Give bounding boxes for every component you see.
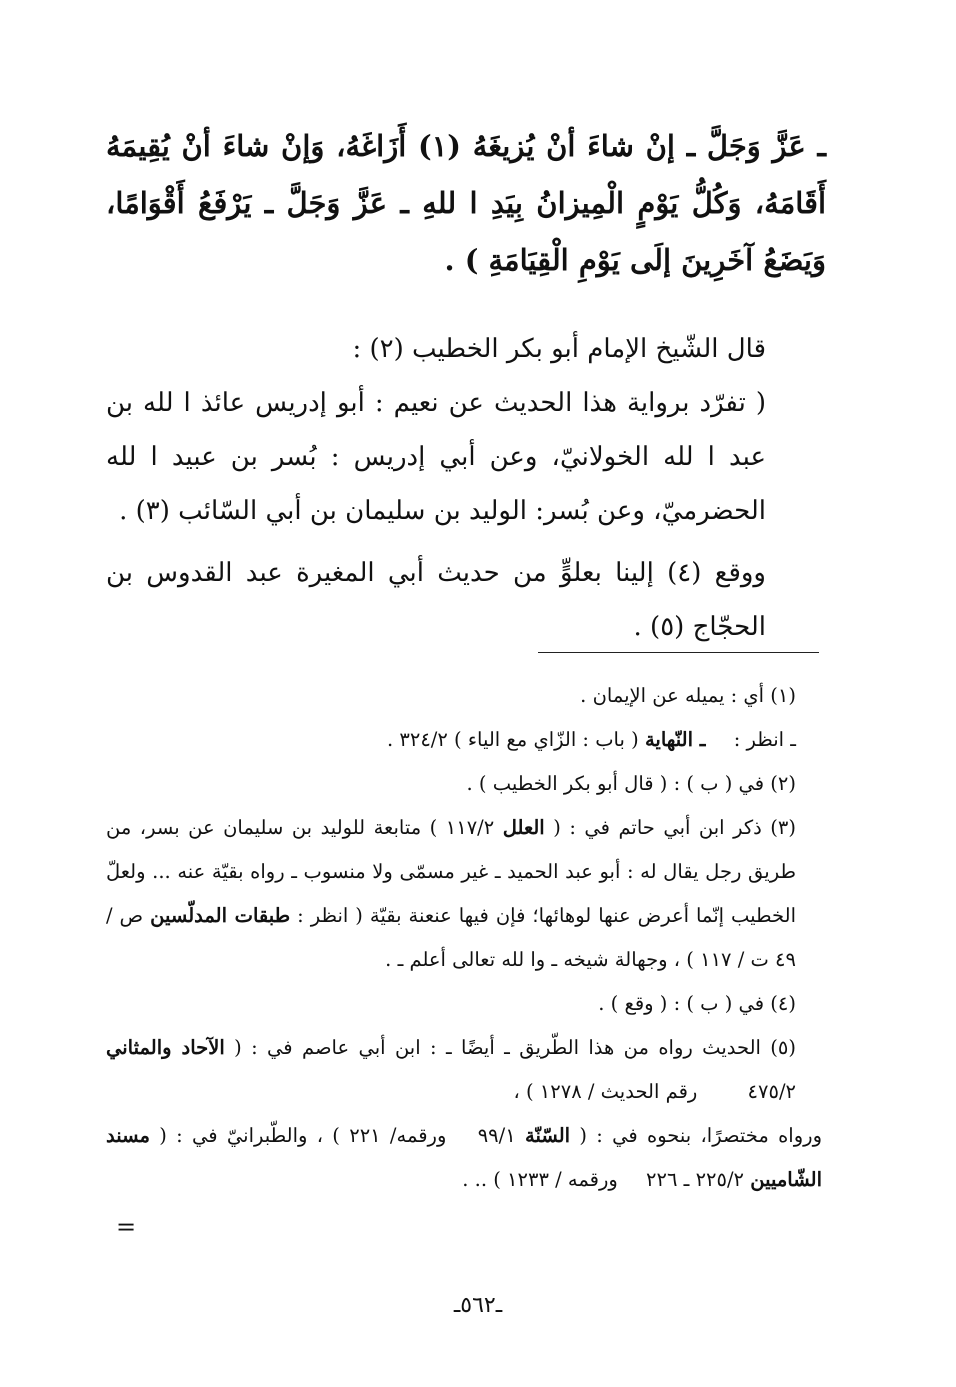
footnotes [106,674,822,1202]
book-title-tabaqat: طبقات المدلّسين [150,904,291,927]
book-title-ilal: العلل [502,816,545,839]
main-text [106,322,826,654]
section-heading: قال الشّيخ الإمام أبو بكر الخطيب (٢) : [352,334,766,364]
book-title-nihaya: ـ النّهاية [644,728,706,751]
quran-passage [106,118,826,289]
footnote-divider [538,652,819,653]
continuation-mark: = [116,1213,137,1241]
page-number: ـ٥٦٢ـ [453,1293,503,1318]
footnote-4: (٤) في ( ب ) : ( وقع ) . [598,992,796,1015]
book-title-musnad: مسند الشّاميين [106,1124,822,1191]
footnote-1-reference: ـ انظر : ـ النّهاية ( باب : الزّاي مع الياء ) ٣٢٤/٢ . [386,728,796,751]
footnote-5: (٥) الحديث رواه من هذا الطّريق ـ أيضًا ـ : ابن أبي عاصم في : ( الآحاد والمثاني ٤٧٥/٢ رقم الحديث / ١٢٧٨ ) ، [106,1036,797,1103]
quran-text: ـ عَزَّ وَجَلَّ ـ إنْ شاءَ أنْ يُزيغَهُ (١) أَزَاغَهُ، وَإنْ شاءَ أنْ يُقِيمَهُ أَقَامَهُ، وَكُلُّ يَوْمٍ الْمِيزانُ بِيَدِ ا للهِ ـ عَزَّ وَجَلَّ ـ يَرْفَعُ أَقْوَامًا، وَيَضَعُ آخَرِينَ إلَى يَوْمِ الْقِيَامَةِ ) . [106,129,826,277]
footnote-5-continued: ورواه مختصرًا، بنحوه في : ( السّنّة ٩٩/١ ورقمه/ ٢٢١ ) ، والطّبرانيّ في : ( مسند الشّاميين ٢٢٥/٢ ـ ٢٢٦ ورقمه / ١٢٣٣ ) .. . [106,1124,822,1191]
paragraph-isnad: ووقع (٤) إلينا بعلوٍّ من حديث أبي المغيرة عبد القدوس بن الحجّاج (٥) . [106,558,766,642]
paragraph-narration: ( تفرّد برواية هذا الحديث عن نعيم : أبو إدريس عائذ ا لله بن عبد ا لله الخولانيّ، وعن أبي إدريس : بُسر بن عبيد ا لله الحضرميّ، وعن بُسر: الوليد بن سليمان بن أبي السّائب (٣) . [106,388,766,526]
book-title-ahad: الآحاد والمثاني [106,1036,225,1059]
footnote-1: (١) أي : يميله عن الإيمان . [580,684,796,707]
footnote-3: (٣) ذكر ابن أبي حاتم في : ( العلل ١١٧/٢ ) متابعة للوليد بن سليمان عن بسر، من طريق رجل يقال له : أبو عبد الحميد ـ غير مسمّى ولا منسوب ـ رواه بقيّة عنه ... ولعلّ الخطيب إنّما أعرض عنها لوهائها؛ فإن فيها عنعنة بقيّة ( انظر : طبقات المدلّسين ص / ٤٩ ت / ١١٧ ) ، وجهالة شيخه ـ وا لله تعالى أعلم ـ . [106,816,797,971]
footnote-2: (٢) في ( ب ) : ( قال أبو بكر الخطيب ) . [466,772,796,795]
book-title-sunna: السّنّة [524,1124,571,1147]
